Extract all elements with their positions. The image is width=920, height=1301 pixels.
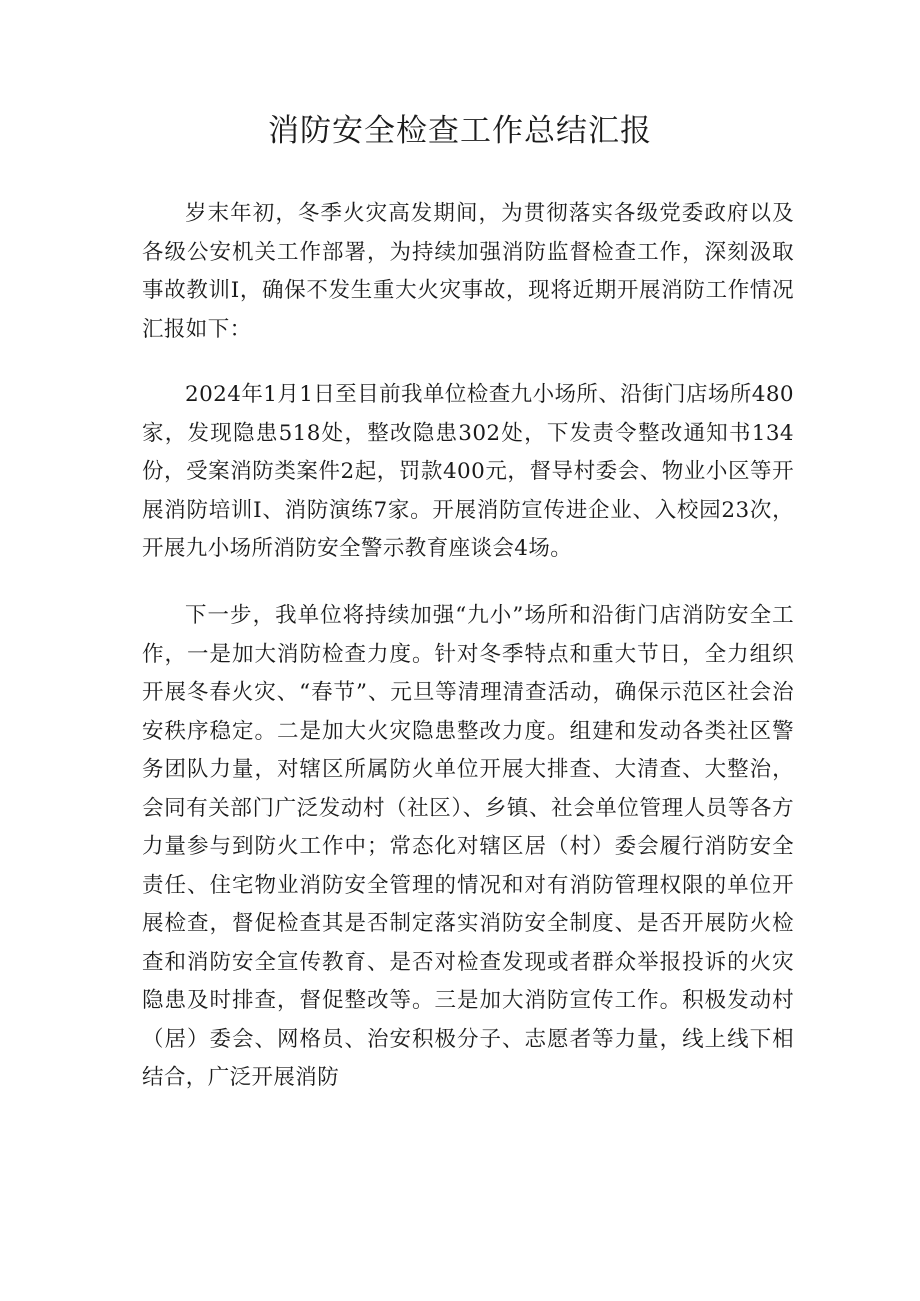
paragraph-intro: 岁末年初，冬季火灾高发期间，为贯彻落实各级党委政府以及各级公安机关工作部署，为持续加强消防监督检查工作，深刻汲取事故教训I，确保不发生重大火灾事故，现将近期开展消防工作情况汇报如下：	[142, 201, 794, 342]
document-title: 消防安全检查工作总结汇报	[268, 113, 652, 149]
paragraph-statistics: 2024年1月1日至目前我单位检查九小场所、沿街门店场所480家，发现隐患518处，整改隐患302处，下发责令整改通知书134份，受案消防类案件2起，罚款400元，督导村委会、物业小区等开展消防培训I、消防演练7家。开展消防宣传进企业、入校园23次，开展九小场所消防安全警示教育座谈会4场。	[142, 382, 794, 561]
paragraph-next-steps: 下一步，我单位将持续加强“九小”场所和沿街门店消防安全工作，一是加大消防检查力度。针对冬季特点和重大节日，全力组织开展冬春火灾、“春节”、元旦等清理清查活动，确保示范区社会治安秩序稳定。二是加大火灾隐患整改力度。组建和发动各类社区警务团队力量，对辖区所属防火单位开展大排查、大清查、大整治，会同有关部门广泛发动村（社区）、乡镇、社会单位管理人员等各方力量参与到防火工作中；常态化对辖区居（村）委会履行消防安全责任、住宅物业消防安全管理的情况和对有消防管理权限的单位开展检查，督促检查其是否制定落实消防安全制度、是否开展防火检查和消防安全宣传教育、是否对检查发现或者群众举报投诉的火灾隐患及时排查，督促整改等。三是加大消防宣传工作。积极发动村（居）委会、网格员、治安积极分子、志愿者等力量，线上线下相结合，广泛开展消防	[142, 603, 794, 1090]
